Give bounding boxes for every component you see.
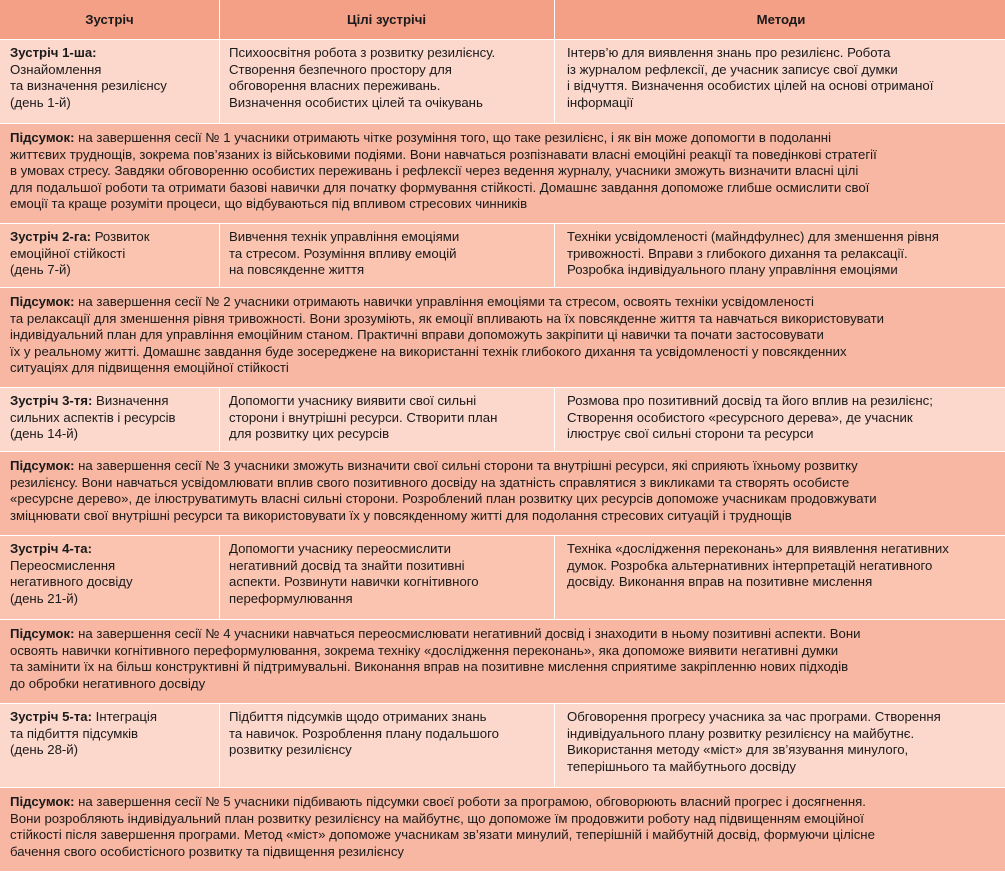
summary-line: [10, 626, 995, 643]
summary-cell: [0, 124, 1005, 223]
goals-line: Допомогти учаснику виявити свої сильні: [229, 393, 477, 408]
summary-line: емоції та краще розуміти процеси, що відбуваються під впливом стресових чинників: [10, 196, 528, 211]
goals-cell: [220, 224, 555, 287]
methods-line: Обговорення прогресу учасника за час програми. Створення: [567, 709, 941, 724]
meeting-subtitle: Розвиток: [91, 229, 150, 244]
methods-cell: [555, 536, 1005, 619]
header-goals: Цілі зустрічі: [220, 0, 555, 39]
meeting-subtitle-line: (день 1-й): [10, 94, 71, 110]
methods-line: індивідуального плану розвитку резилієнсу на майбутнє.: [567, 725, 915, 741]
methods-cell: [555, 388, 1005, 451]
goals-line: Визначення особистих цілей та очікувань: [229, 94, 483, 110]
methods-line: ілюструє свої сильні сторони та ресурси: [567, 426, 814, 441]
goals-line: на повсякденне життя: [229, 262, 365, 277]
summary-label: Підсумок:: [10, 626, 75, 641]
methods-line: теперішнього та майбутнього досвіду: [567, 758, 796, 774]
meeting-subtitle-line: Переосмислення: [10, 557, 116, 573]
summary-text: на завершення сесії № 4 учасники навчаться переосмислювати негативний досвід і знаходити в ньому позитивні аспекти. Вони: [74, 626, 861, 641]
meeting-row: [0, 704, 1005, 788]
meeting-row: [0, 224, 1005, 288]
meeting-subtitle-line: сильних аспектів і ресурсів: [10, 409, 176, 425]
summary-line: [10, 130, 995, 147]
goals-line: аспекти. Розвинути навички когнітивного: [229, 574, 479, 589]
meeting-subtitle-line: негативного досвіду: [10, 574, 133, 589]
meeting-cell: [0, 704, 220, 787]
table-header: [0, 0, 1005, 40]
methods-cell: [555, 704, 1005, 787]
summary-line: [10, 294, 995, 311]
meeting-row: [0, 388, 1005, 452]
meeting-cell: [0, 388, 220, 451]
goals-cell: [220, 388, 555, 451]
summary-line: життєвих труднощів, зокрема пов’язаних із військовими подіями. Вони навчаться розпізнавати власні емоційні реакції та поведінкові стратегії: [10, 146, 877, 162]
meeting-title: Зустріч 5-та:: [10, 709, 93, 724]
summary-text: на завершення сесії № 3 учасники зможуть визначити свої сильні сторони та внутрішні ресурси, які сприяють їхньому розвитку: [74, 458, 858, 473]
meeting-subtitle: Визначення: [92, 393, 169, 408]
summary-label: Підсумок:: [10, 294, 75, 309]
summary-line: [10, 794, 995, 811]
meeting-subtitle-line: (день 28-й): [10, 742, 79, 757]
meeting-subtitle: Інтеграція: [92, 709, 157, 724]
summary-row: [0, 788, 1005, 872]
summary-row: [0, 452, 1005, 536]
meeting-cell: [0, 536, 220, 619]
meeting-subtitle-line: (день 14-й): [10, 426, 79, 441]
meeting-title-line: [10, 45, 209, 62]
methods-line: Інтерв’ю для виявлення знань про резилієнс. Робота: [567, 45, 891, 60]
goals-line: Вивчення технік управління емоціями: [229, 229, 460, 244]
summary-line: до обробки негативного досвіду: [10, 675, 206, 691]
meeting-title: Зустріч 3-тя:: [10, 393, 93, 408]
goals-line: розвитку резилієнсу: [229, 742, 352, 757]
meeting-cell: [0, 40, 220, 123]
summary-line: їх у реальному житті. Домашнє завдання буде зосереджене на використанні технік глибокого дихання та усвідомленості у повсякденних: [10, 343, 847, 359]
methods-line: досвіду. Виконання вправ на позитивне мислення: [567, 574, 873, 589]
meeting-title-line: [10, 393, 209, 410]
meeting-title-line: [10, 541, 209, 558]
summary-row: [0, 124, 1005, 224]
meeting-title: Зустріч 4-та:: [10, 541, 93, 556]
header-meeting: Зустріч: [0, 0, 220, 39]
summary-line: зміцнювати свої внутрішні ресурси та використовувати їх у повсякденному житті для подолання стресових ситуацій і труднощів: [10, 507, 792, 523]
methods-line: Техніки усвідомленості (майндфулнес) для зменшення рівня: [567, 229, 939, 244]
summary-row: [0, 620, 1005, 704]
goals-cell: [220, 40, 555, 123]
summary-label: Підсумок:: [10, 130, 75, 145]
summary-line: стійкості після завершення програми. Метод «міст» допоможе учасникам зв’язати минулий, теперішній і майбутній досвід, формуючи цілісне: [10, 827, 875, 842]
goals-line: та навичок. Розроблення плану подальшого: [229, 725, 499, 741]
methods-line: Розмова про позитивний досвід та його вплив на резилієнс;: [567, 393, 933, 408]
goals-line: для розвитку цих ресурсів: [229, 426, 390, 441]
goals-cell: [220, 536, 555, 619]
summary-text: на завершення сесії № 2 учасники отримають навички управління емоціями та стресом, освоять техніки усвідомленості: [74, 294, 814, 309]
summary-line: [10, 458, 995, 475]
summary-cell: [0, 620, 1005, 703]
summary-text: на завершення сесії № 5 учасники підбивають підсумки своєї роботи за програмою, обговорюють власний прогрес і досягнення.: [74, 794, 866, 809]
meeting-title: Зустріч 1-ша:: [10, 45, 97, 60]
meeting-subtitle-line: (день 7-й): [10, 262, 71, 277]
goals-line: та стресом. Розуміння впливу емоцій: [229, 245, 457, 261]
methods-cell: [555, 224, 1005, 287]
summary-line: та замінити їх на більш конструктивні й підтримувальні. Виконання вправ на позитивне мислення сприятиме закріпленню нових підходів: [10, 659, 849, 674]
summary-cell: [0, 452, 1005, 535]
meeting-row: [0, 536, 1005, 620]
summary-line: «ресурсне дерево», де ілюструватимуть власні сильні сторони. Розроблений план розвитку цих ресурсів допоможе учасникам продовжувати: [10, 491, 877, 506]
goals-line: Підбиття підсумків щодо отриманих знань: [229, 709, 487, 724]
summary-line: Вони розробляють індивідуальний план розвитку резилієнсу на майбутнє, що допоможе їм продовжити роботу над підвищенням емоційної: [10, 810, 864, 826]
meeting-title-line: [10, 229, 209, 246]
goals-line: обговорення власних переживань.: [229, 78, 441, 93]
summary-line: освоять навички когнітивного переформулювання, зокрема техніку «дослідження переконань», яка допоможе виявити негативні думки: [10, 642, 839, 658]
summary-cell: [0, 288, 1005, 387]
summary-label: Підсумок:: [10, 794, 75, 809]
meeting-cell: [0, 224, 220, 287]
summary-line: для подальшої роботи та отримати базові навички для початку формування стійкості. Домашнє завдання допоможе глибше осмислити свої: [10, 179, 870, 195]
meeting-title-line: [10, 709, 209, 726]
meeting-subtitle-line: емоційної стійкості: [10, 245, 126, 261]
summary-text: на завершення сесії № 1 учасники отримають чітке розуміння того, що таке резилієнс, і як він може допомогти в подоланні: [74, 130, 832, 145]
meeting-subtitle-line: Ознайомлення: [10, 61, 102, 77]
goals-line: сторони і внутрішні ресурси. Створити план: [229, 409, 498, 425]
methods-line: Техніка «дослідження переконань» для виявлення негативних: [567, 541, 949, 556]
methods-line: тривожності. Вправи з глибокого дихання та релаксації.: [567, 245, 908, 261]
methods-line: Розробка індивідуального плану управління емоціями: [567, 262, 898, 277]
header-methods: Методи: [756, 11, 806, 27]
summary-cell: [0, 788, 1005, 871]
methods-line: інформації: [567, 94, 634, 110]
methods-line: думок. Розробка альтернативних інтерпретацій негативного: [567, 557, 933, 573]
goals-line: Створення безпечного простору для: [229, 61, 452, 77]
methods-cell: [555, 40, 1005, 123]
summary-line: індивідуальний план для управління емоційним станом. Практичні вправи допоможуть закріпити ці навички та почати застосовувати: [10, 327, 824, 342]
meeting-subtitle-line: (день 21-й): [10, 590, 79, 606]
methods-line: Використання методу «міст» для зв’язування минулого,: [567, 742, 909, 757]
meeting-subtitle-line: та підбиття підсумків: [10, 725, 139, 741]
goals-line: Допомогти учаснику переосмислити: [229, 541, 451, 556]
summary-line: бачення свого особистісного розвитку та підвищення резилієнсу: [10, 843, 405, 859]
methods-line: і відчуття. Визначення особистих цілей на основі отриманої: [567, 78, 934, 93]
goals-cell: [220, 704, 555, 787]
meeting-row: [0, 40, 1005, 124]
summary-line: резилієнсу. Вони навчаться усвідомлювати вплив свого позитивного досвіду на здатність справлятися з викликами та створять особисте: [10, 474, 850, 490]
goals-line: Психоосвітня робота з розвитку резилієнсу.: [229, 45, 496, 60]
summary-row: [0, 288, 1005, 388]
summary-line: ситуаціях для підвищення емоційної стійкості: [10, 360, 289, 375]
summary-line: в умовах стресу. Завдяки обговоренню особистих переживань і рефлексії через ведення журналу, учасники зможуть визначити власні цілі: [10, 163, 859, 178]
methods-line: Створення особистого «ресурсного дерева», де учасник: [567, 409, 913, 425]
meeting-title: Зустріч 2-га:: [10, 229, 92, 244]
methods-line: із журналом рефлексії, де учасник записує свої думки: [567, 61, 898, 77]
meeting-subtitle-line: та визначення резилієнсу: [10, 78, 167, 93]
goals-line: переформулювання: [229, 590, 353, 606]
summary-line: та релаксації для зменшення рівня тривожності. Вони зрозуміють, як емоції впливають на їх повсякденне життя та навчаться використовувати: [10, 310, 884, 326]
goals-line: негативний досвід та знайти позитивні: [229, 557, 465, 573]
summary-label: Підсумок:: [10, 458, 75, 473]
